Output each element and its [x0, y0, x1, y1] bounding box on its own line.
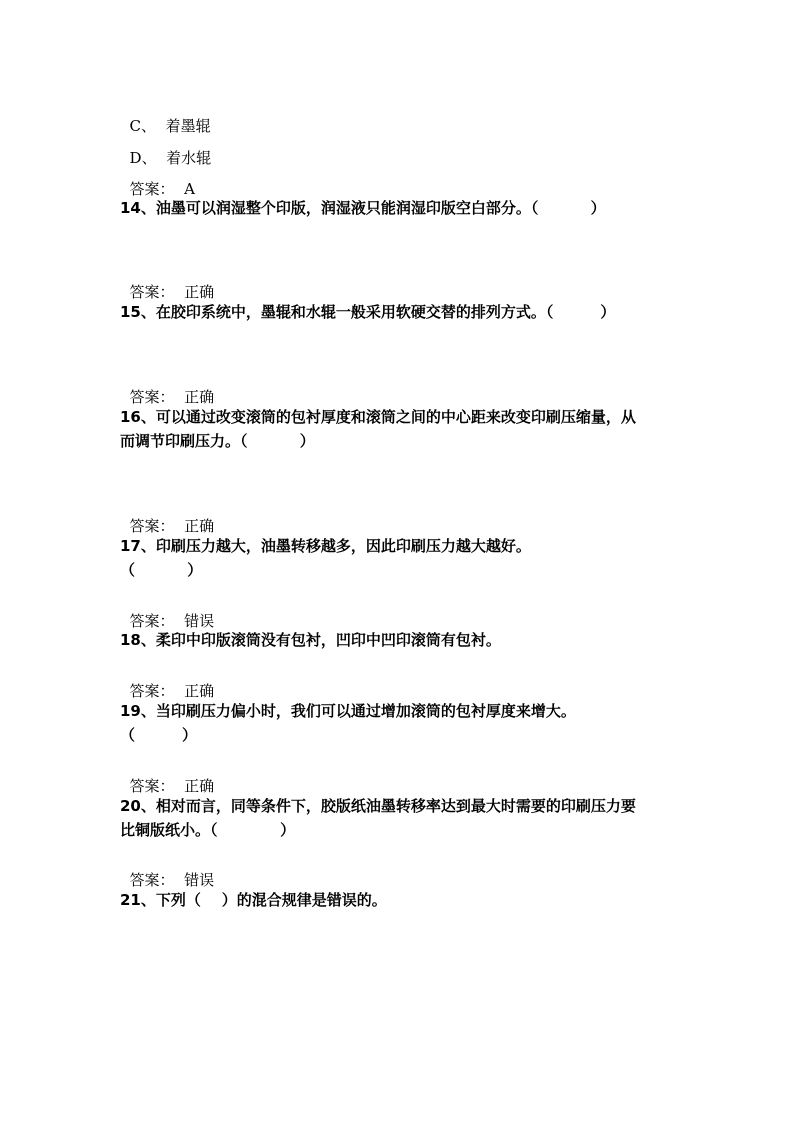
answer-15: [120, 367, 214, 407]
answer-label: 答案：: [129, 777, 175, 795]
question-20-line-2: 比铜版纸小。（ ）: [120, 821, 296, 839]
answer-label: 答案：: [129, 682, 175, 700]
answer-value: 正确: [184, 283, 215, 301]
answer-20: [120, 850, 214, 890]
answer-label: 答案：: [129, 871, 175, 889]
answer-value: A: [184, 180, 195, 198]
answer-value: 错误: [184, 871, 215, 889]
answer-19: [120, 756, 214, 796]
answer-18: [120, 661, 214, 701]
question-17-line-2: （ ）: [120, 561, 203, 579]
answer-label: 答案：: [129, 283, 175, 301]
question-20-line-1: 20、相对而言，同等条件下，胶版纸油墨转移率达到最大时需要的印刷压力要: [120, 797, 636, 815]
question-18: 18、柔印中印版滚筒没有包衬，凹印中凹印滚筒有包衬。: [120, 631, 501, 649]
question-19-line-1: 19、当印刷压力偏小时，我们可以通过增加滚筒的包衬厚度来增大。: [120, 702, 576, 720]
answer-value: 正确: [184, 682, 215, 700]
answer-value: 正确: [184, 517, 215, 535]
answer-value: 正确: [184, 388, 215, 406]
question-16-line-1: 16、可以通过改变滚筒的包衬厚度和滚筒之间的中心距来改变印刷压缩量，从: [120, 408, 636, 426]
question-17-line-1: 17、印刷压力越大，油墨转移越多，因此印刷压力越大越好。: [120, 537, 531, 555]
option-letter: C、: [129, 117, 157, 135]
option-letter: D、: [129, 149, 157, 167]
answer-value: 错误: [184, 612, 215, 630]
answer-value: 正确: [184, 777, 215, 795]
answer-label: 答案：: [129, 388, 175, 406]
answer-label: 答案：: [129, 612, 175, 630]
question-19-line-2: （ ）: [120, 726, 197, 744]
question-14: 14、油墨可以润湿整个印版，润湿液只能润湿印版空白部分。（ ）: [120, 199, 606, 217]
answer-label: 答案：: [129, 517, 175, 535]
option-text: 着墨辊: [165, 117, 211, 135]
question-16-line-2: 而调节印刷压力。（ ）: [120, 432, 315, 450]
option-text: 着水辊: [166, 149, 212, 167]
answer-14: [120, 262, 214, 302]
answer-13: [120, 159, 195, 199]
answer-label: 答案：: [129, 180, 175, 198]
question-21: 21、下列（ ）的混合规律是错误的。: [120, 891, 387, 909]
question-15: 15、在胶印系统中，墨辊和水辊一般采用软硬交替的排列方式。（ ）: [120, 303, 616, 321]
answer-17: [120, 591, 214, 631]
answer-16: [120, 496, 214, 536]
